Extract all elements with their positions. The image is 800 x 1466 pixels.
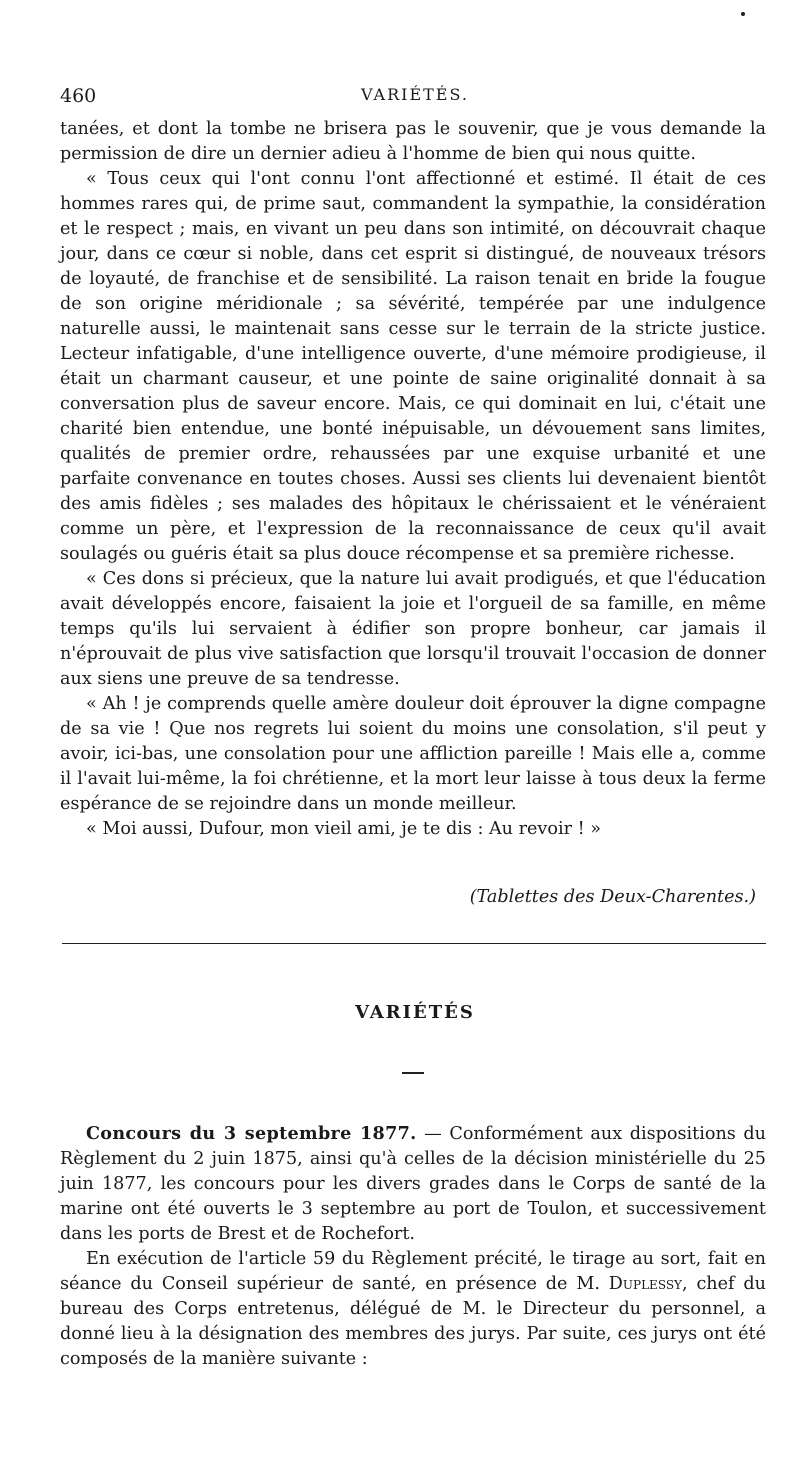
eulogy-section	[60, 117, 766, 842]
eulogy-paragraph-3: « Ces dons si précieux, que la nature lui avait prodigués, et que l'éducation avait développés encore, faisaient la joie et l'orgueil de sa famille, en même temps qu'ils lui servaient à édifier son propre bonheur, car jamais il n'éprouvait de plus vive satisfaction que lorsqu'il trouvait l'occasion de donner aux siens une preuve de sa tendresse.	[60, 569, 766, 689]
page-number: 460	[60, 85, 97, 107]
section-divider	[62, 943, 766, 944]
concours-paragraph-2	[60, 1247, 766, 1372]
delegate-name: M. Duplessy	[576, 1274, 682, 1294]
eulogy-paragraph-5: « Moi aussi, Dufour, mon vieil ami, je te dis : Au revoir ! »	[86, 819, 602, 839]
concours-paragraph-2-text-a: En exécution de l'article 59 du Règlement précité, le tirage au sort, fait en séance du Conseil supérieur de santé, en présence de	[60, 1249, 766, 1294]
title-underline	[402, 1072, 424, 1074]
concours-paragraph-2-text-b: , chef du bureau des Corps entretenus, délégué de M. le Directeur du personnel, a donné lieu à la désignation des membres des jurys. Par suite, ces jurys ont été composés de la manière suivante :	[60, 1274, 767, 1369]
concours-lead: Concours du 3 septembre 1877.	[86, 1123, 417, 1144]
running-head: VARIÉTÉS.	[361, 85, 469, 104]
source-signature: (Tablettes des Deux-Charentes.)	[469, 887, 756, 907]
ink-speck	[741, 12, 745, 16]
eulogy-paragraph-4: « Ah ! je comprends quelle amère douleur doit éprouver la digne compagne de sa vie ! Que nos regrets lui soient du moins une consolation, s'il peut y avoir, ici-bas, une consolation pour une affliction pareille ! Mais elle a, comme il l'avait lui-même, la foi chrétienne, et la mort leur laisse à tous deux la ferme espérance de se rejoindre dans un monde meilleur.	[60, 694, 766, 814]
concours-paragraph-1	[60, 1121, 766, 1247]
section-title: VARIÉTÉS	[355, 1002, 475, 1023]
concours-paragraph-1-text: — Conformément aux dispositions du Règlement du 2 juin 1875, ainsi qu'à celles de la décision ministérielle du 25 juin 1877, les concours pour les divers grades dans le Corps de santé de la marine ont été ouverts le 3 septembre au port de Toulon, et successivement dans les ports de Brest et de Rochefort.	[60, 1124, 766, 1244]
eulogy-paragraph-2: « Tous ceux qui l'ont connu l'ont affectionné et estimé. Il était de ces hommes rares qui, de prime saut, commandent la sympathie, la considération et le respect ; mais, en vivant un peu dans son intimité, on découvrait chaque jour, dans ce cœur si noble, dans cet esprit si distingué, de nouveaux trésors de loyauté, de franchise et de sensibilité. La raison tenait en bride la fougue de son origine méridionale ; sa sévérité, tempérée par une indulgence naturelle aussi, le maintenait sans cesse sur le terrain de la stricte justice. Lecteur infatigable, d'une intelligence ouverte, d'une mémoire prodigieuse, il était un charmant causeur, et une pointe de saine originalité donnait à sa conversation plus de saveur encore. Mais, ce qui dominait en lui, c'était une charité bien entendue, une bonté inépuisable, un dévouement sans limites, qualités de premier ordre, rehaussées par une exquise urbanité et une parfaite convenance en toutes choses. Aussi ses clients lui devenaient bientôt des amis fidèles ; ses malades des hôpitaux le chérissaient et le vénéraient comme un père, et l'expression de la reconnaissance de ceux qu'il avait soulagés ou guéris était sa plus douce récompense et sa première richesse.	[60, 169, 766, 564]
eulogy-paragraph-1: tanées, et dont la tombe ne brisera pas le souvenir, que je vous demande la permission de dire un dernier adieu à l'homme de bien qui nous quitte.	[60, 119, 766, 164]
signature-block	[60, 885, 766, 910]
concours-section	[60, 1121, 766, 1372]
page-header	[60, 85, 770, 109]
